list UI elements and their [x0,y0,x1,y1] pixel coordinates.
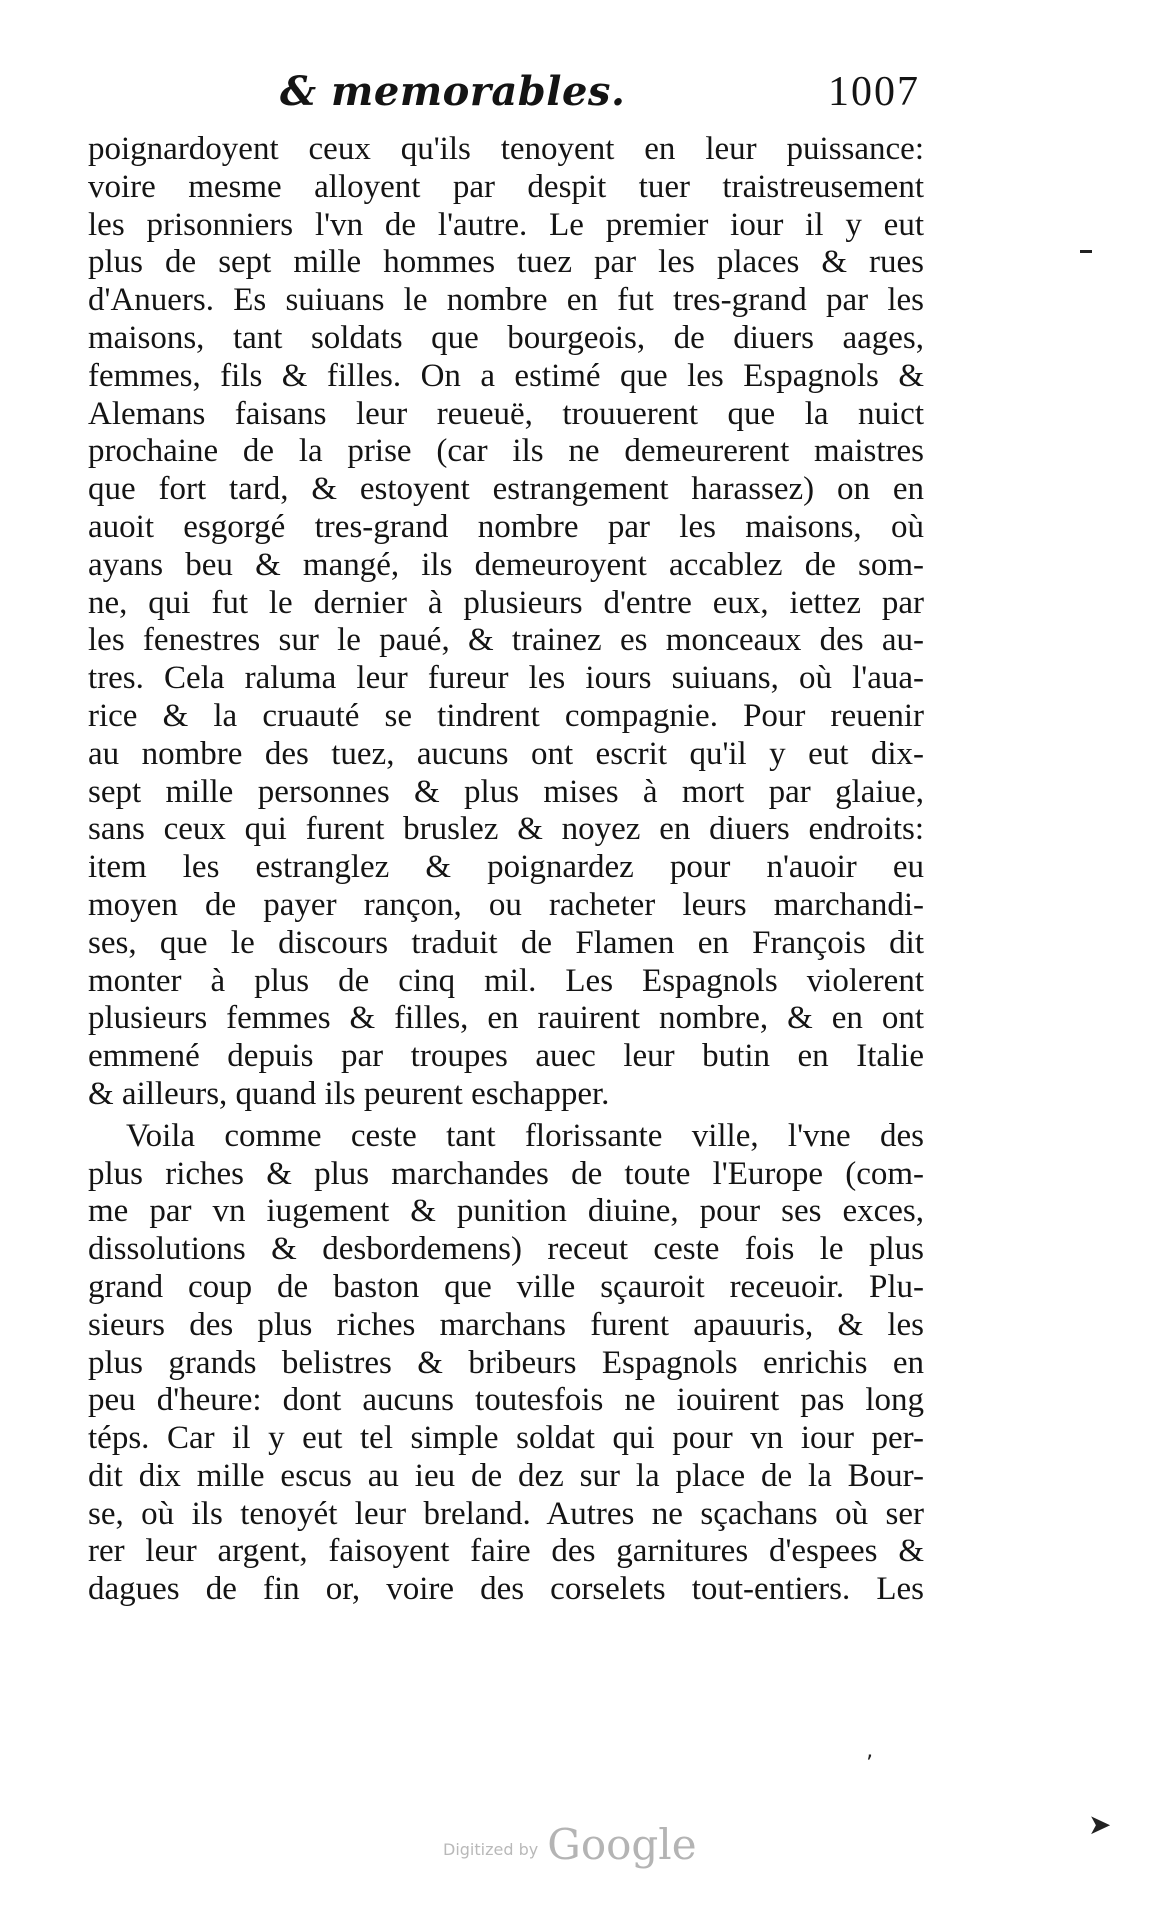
text-line: poignardoyent ceux qu'ils tenoyent en leur puissance: [88,131,924,167]
text-line: & ailleurs, quand ils peurent eschapper. [88,1075,610,1112]
text-line: ayans beu & mangé, ils demeuroyent accablez de som- [88,546,924,583]
text-line: Voila comme ceste tant florissante ville, l'vne des [126,1117,924,1154]
text-line: sept mille personnes & plus mises à mort par glaiue, [88,773,924,810]
page-number: 1007 [828,69,920,115]
text-line: plus riches & plus marchandes de toute l'Europe (com- [88,1155,924,1192]
text-line: d'Anuers. Es suiuans le nombre en fut tres-grand par les [88,282,924,319]
text-line: rice & la cruauté se tindrent compagnie. Pour reuenir [88,697,924,734]
text-line: les prisonniers l'vn de l'autre. Le premier iour il y eut [88,206,924,243]
text-line: tres. Cela raluma leur fureur les iours suiuans, où l'aua- [88,660,924,697]
text-line: femmes, fils & filles. On a estimé que les Espagnols & [88,357,924,394]
text-line: voire mesme alloyent par despit tuer traistreusement [88,168,924,205]
digitized-watermark [443,1820,723,1880]
text-line: plusieurs femmes & filles, en rauirent nombre, & en ont [88,1000,924,1037]
text-line: sans ceux qui furent bruslez & noyez en diuers endroits: [88,811,924,848]
text-line: plus de sept mille hommes tuez par les places & rues [88,244,924,281]
google-wordmark: Google [547,1820,697,1869]
text-line: ne, qui fut le dernier à plusieurs d'entre eux, iettez par [88,584,924,621]
print-mark: ’ [866,1752,873,1777]
text-line: me par vn iugement & punition diuine, pour ses exces, [88,1193,924,1230]
running-head-title: & memorables. [280,68,626,115]
text-line: plus grands belistres & bribeurs Espagnols enrichis en [88,1344,924,1381]
text-line: item les estranglez & poignardez pour n'auoir eu [88,849,924,886]
print-mark [1080,250,1092,253]
paragraph [88,1118,924,1609]
text-line: maisons, tant soldats que bourgeois, de diuers aages, [88,319,924,356]
text-line: peu d'heure: dont aucuns toutesfois ne iouirent pas long [88,1382,924,1419]
running-head [280,68,920,128]
body-text [88,131,924,1609]
text-line: Alemans faisans leur reueuë, trouuerent que la nuict [88,395,924,432]
text-line: auoit esgorgé tres-grand nombre par les maisons, où [88,508,924,545]
text-line: que fort tard, & estoyent estrangement harassez) on en [88,471,924,508]
text-line: grand coup de baston que ville sçauroit receuoir. Plu- [88,1268,924,1305]
text-line: ses, que le discours traduit de Flamen en François dit [88,924,924,961]
text-line: téps. Car il y eut tel simple soldat qui pour vn iour per- [88,1420,924,1457]
text-line: moyen de payer rançon, ou racheter leurs marchandi- [88,886,924,923]
text-line: dagues de fin or, voire des corselets tout-entiers. Les [88,1571,924,1608]
text-line: se, où ils tenoyét leur breland. Autres ne sçachans où ser [88,1495,924,1532]
text-line: monter à plus de cinq mil. Les Espagnols violerent [88,962,924,999]
text-line: au nombre des tuez, aucuns ont escrit qu'il y eut dix- [88,735,924,772]
text-line: rer leur argent, faisoyent faire des garnitures d'espees & [88,1533,924,1570]
text-line: dissolutions & desbordemens) receut ceste fois le plus [88,1231,924,1268]
text-line: les fenestres sur le paué, & trainez es monceaux des au- [88,622,924,659]
text-line: dit dix mille escus au ieu de dez sur la place de la Bour- [88,1457,924,1494]
text-line: sieurs des plus riches marchans furent apauuris, & les [88,1306,924,1343]
text-line: emmené depuis par troupes auec leur butin en Italie [88,1038,924,1075]
paragraph [88,131,924,1114]
digitized-by-label: Digitized by [443,1840,539,1859]
print-mark: ➤ [1088,1808,1112,1841]
text-line: prochaine de la prise (car ils ne demeurerent maistres [88,433,924,470]
